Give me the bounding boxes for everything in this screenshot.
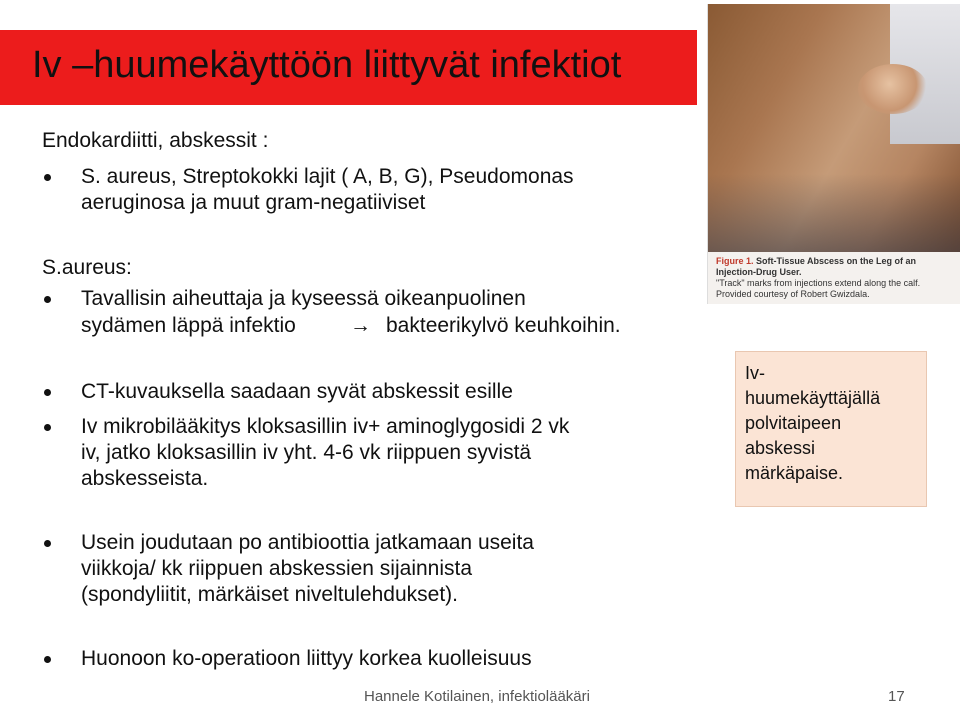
intro-bullet-line-2: aeruginosa ja muut gram-negatiiviset [81,191,426,214]
prognosis-bullet: Huonoon ko-operatioon liittyy korkea kuolleisuus [81,647,532,670]
callout-line: märkäpaise. [745,463,844,483]
treatment-line-1: Iv mikrobilääkitys kloksasillin iv+ aminoglygosidi 2 vk [81,415,570,438]
slide-title: Iv –huumekäyttöön liittyvät infektiot [32,44,622,86]
treatment-line-2: iv, jatko kloksasillin iv yht. 4-6 vk riippuen syvistä [81,441,532,464]
callout-box [735,351,927,507]
treatment-line-3: abskesseista. [81,467,209,490]
callout-line: Iv- [745,363,765,383]
intro-heading: Endokardiitti, abskessit : [42,129,269,152]
bullet-dot [44,296,51,303]
figure-label: Figure 1. [716,256,754,266]
duration-line-1: Usein joudutaan po antibioottia jatkamaan useita [81,531,534,554]
saureus-bullet-line-2b: bakteerikylvö keuhkoihin. [386,314,621,337]
saureus-heading: S.aureus: [42,256,132,279]
callout-line: polvitaipeen [745,413,842,433]
figure-caption-line-3: Provided courtesy of Robert Gwizdala. [716,289,870,299]
clinical-photo [707,4,960,304]
figure-caption-title: Soft-Tissue Abscess on the Leg of an Injection-Drug User. [716,256,917,277]
bullet-dot [44,540,51,547]
callout-line: huumekäyttäjällä [745,388,881,408]
figure-caption [716,256,956,300]
arrow-icon: → [350,314,371,337]
bullet-dot [44,424,51,431]
leg-abscess-image [708,4,960,252]
duration-line-3: (spondyliitit, märkäiset niveltulehdukset). [81,583,458,606]
abscess-swelling [858,64,928,114]
bullet-dot [44,389,51,396]
intro-bullet-line-1: S. aureus, Streptokokki lajit ( A, B, G), Pseudomonas [81,165,574,188]
footer-author: Hannele Kotilainen, infektiolääkäri [364,688,590,705]
page-number: 17 [888,688,905,705]
bullet-dot [44,174,51,181]
bullet-dot [44,656,51,663]
callout-text [745,361,925,486]
ct-bullet: CT-kuvauksella saadaan syvät abskessit esille [81,380,513,403]
figure-caption-line-2: "Track" marks from injections extend along the calf. [716,278,921,288]
saureus-bullet-line-1: Tavallisin aiheuttaja ja kyseessä oikeanpuolinen [81,287,526,310]
callout-line: abskessi [745,438,816,458]
duration-line-2: viikkoja/ kk riippuen abskessien sijainnista [81,557,473,580]
saureus-bullet-line-2a: sydämen läppä infektio [81,314,296,337]
shadow-area [708,174,960,252]
